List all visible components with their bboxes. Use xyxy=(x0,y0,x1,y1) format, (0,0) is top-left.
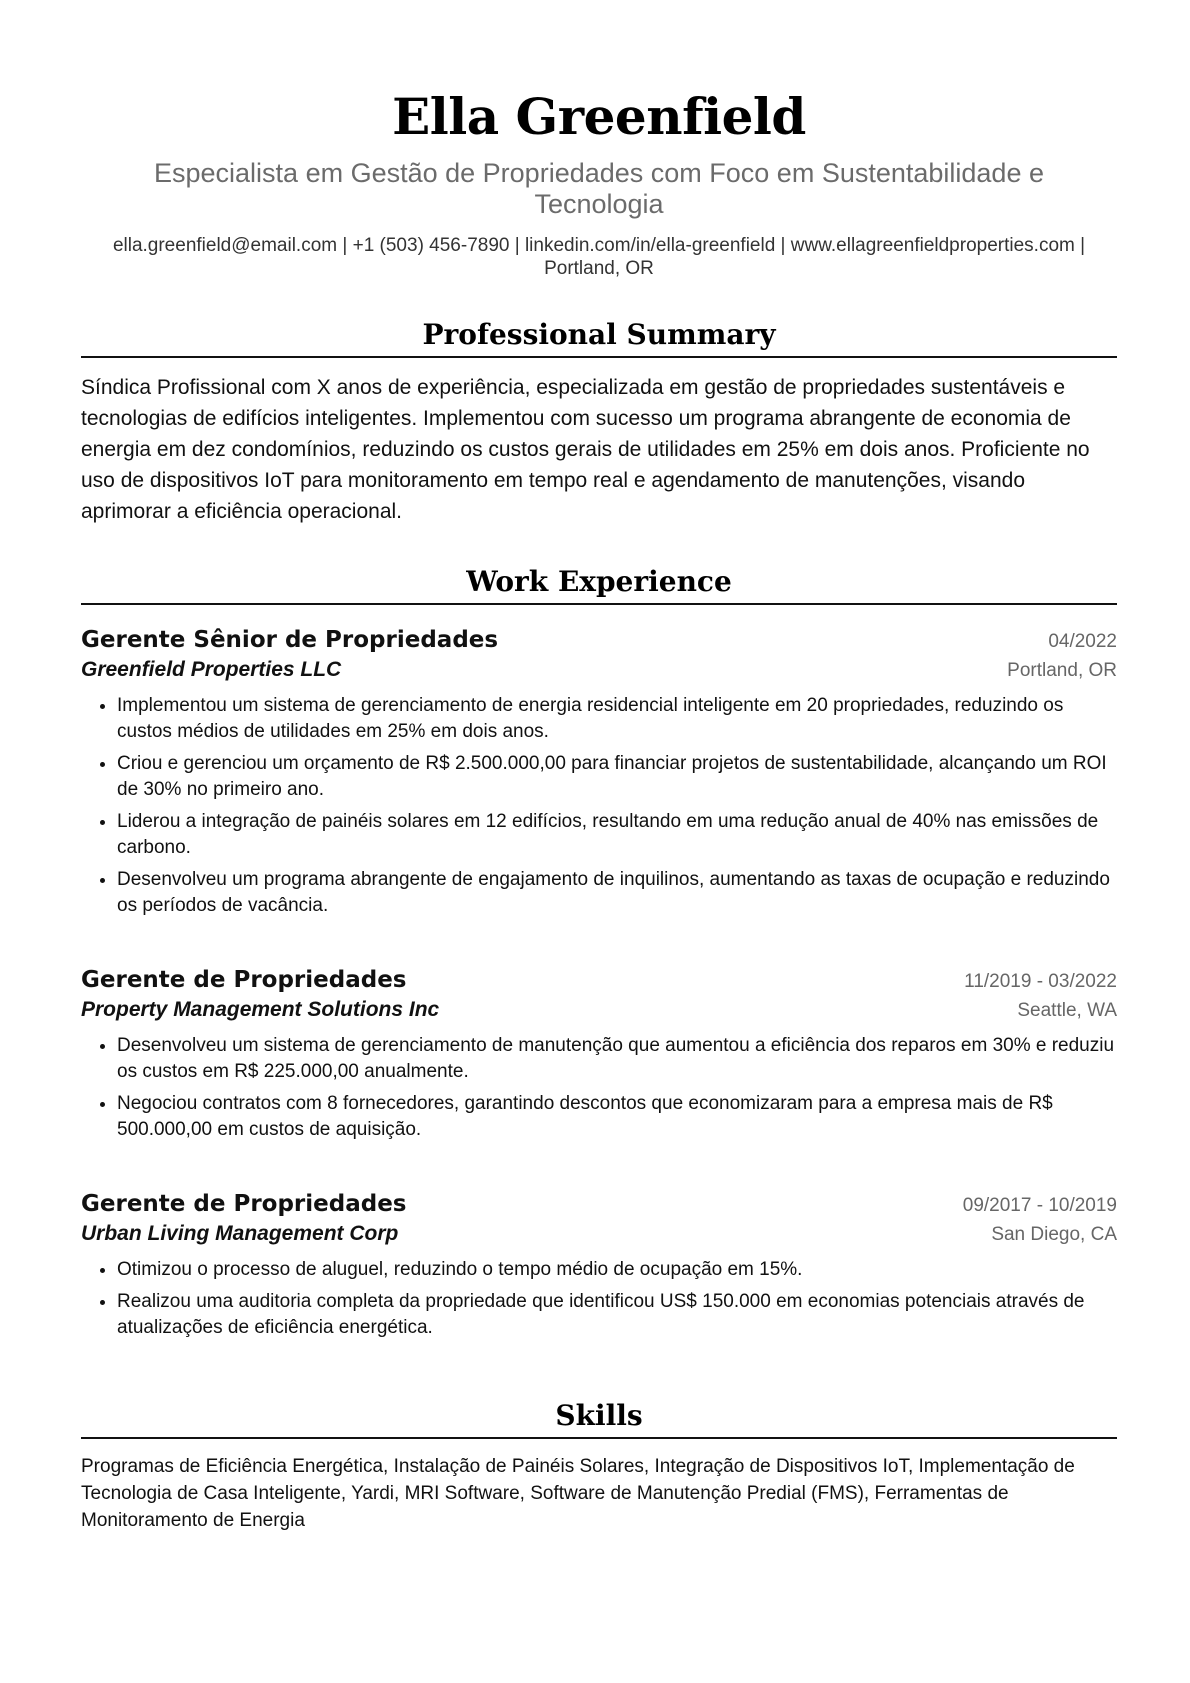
job-location: San Diego, CA xyxy=(991,1224,1117,1245)
job-bullets xyxy=(81,1257,1117,1341)
job-date: 11/2019 - 03/2022 xyxy=(964,971,1117,992)
candidate-name: Ella Greenfield xyxy=(392,87,806,146)
job-bullet: • Implementou um sistema de gerenciamento de energia residencial inteligente em 20 propriedades, reduzindo os custos médios de utilidades em 25% em dois anos. xyxy=(117,693,1117,745)
job-bullet: • Realizou uma auditoria completa da propriedade que identificou US$ 150.000 em economias potenciais através de atualizações de eficiência energética. xyxy=(117,1289,1117,1341)
job-title: Gerente de Propriedades xyxy=(81,1191,407,1217)
resume-page xyxy=(81,0,1117,1534)
job-company: Urban Living Management Corp xyxy=(81,1222,399,1245)
job-header-row xyxy=(81,625,1117,655)
job-company-row xyxy=(81,1219,1117,1249)
work-experience-title: Work Experience xyxy=(466,565,732,598)
job-entry xyxy=(81,965,1117,1143)
skills-divider xyxy=(81,1437,1117,1439)
job-date: 09/2017 - 10/2019 xyxy=(962,1195,1117,1216)
job-bullets xyxy=(81,1033,1117,1143)
job-bullet: • Criou e gerenciou um orçamento de R$ 2.500.000,00 para financiar projetos de sustentabilidade, alcançando um ROI de 30% no primeiro ano. xyxy=(117,751,1117,803)
job-bullets xyxy=(81,693,1117,919)
job-title: Gerente Sênior de Propriedades xyxy=(81,627,499,653)
summary-text: Síndica Profissional com X anos de experiência, especializada em gestão de propriedades sustentáveis e tecnologias de edifícios inteligentes. Implementou com sucesso um programa abrangente de economia de energia em dez condomínios, reduzindo os custos gerais de utilidades em 25% em dois anos. Proficiente no uso de dispositivos IoT para monitoramento em tempo real e agendamento de manutenções, visando aprimorar a eficiência operacional. xyxy=(81,376,1090,523)
job-bullet: • Otimizou o processo de aluguel, reduzindo o tempo médio de ocupação em 15%. xyxy=(117,1257,1117,1283)
job-bullet: • Liderou a integração de painéis solares em 12 edifícios, resultando em uma redução anual de 40% nas emissões de carbono. xyxy=(117,809,1117,861)
job-company-row xyxy=(81,655,1117,685)
skills-section xyxy=(81,1399,1117,1534)
job-header-row xyxy=(81,1189,1117,1219)
job-bullet: • Desenvolveu um sistema de gerenciamento de manutenção que aumentou a eficiência dos reparos em 30% e reduziu os custos em R$ 225.000,00 anualmente. xyxy=(117,1033,1117,1085)
summary-title: Professional Summary xyxy=(422,318,776,351)
candidate-subtitle: Especialista em Gestão de Propriedades com Foco em Sustentabilidade e Tecnologia xyxy=(154,158,1044,219)
resume-header xyxy=(81,0,1117,280)
job-location: Portland, OR xyxy=(1007,660,1117,681)
job-company: Property Management Solutions Inc xyxy=(81,998,440,1021)
summary-section xyxy=(81,318,1117,527)
job-header-row xyxy=(81,965,1117,995)
summary-divider xyxy=(81,356,1117,358)
job-location: Seattle, WA xyxy=(1017,1000,1117,1021)
work-experience-divider xyxy=(81,603,1117,605)
job-entry xyxy=(81,625,1117,919)
skills-text: Programas de Eficiência Energética, Instalação de Painéis Solares, Integração de Dispositivos IoT, Implementação de Tecnologia de Casa Inteligente, Yardi, MRI Software, Software de Manutenção Predial (FMS), Ferramentas de Monitoramento de Energia xyxy=(81,1456,1075,1531)
work-experience-section xyxy=(81,565,1117,1341)
job-company-row xyxy=(81,995,1117,1025)
job-company: Greenfield Properties LLC xyxy=(81,658,342,681)
job-date: 04/2022 xyxy=(1048,631,1117,652)
contact-line: ella.greenfield@email.com | +1 (503) 456-7890 | linkedin.com/in/ella-greenfield | www.ellagreenfieldproperties.com | Portland, OR xyxy=(112,235,1086,279)
skills-title: Skills xyxy=(555,1399,643,1432)
job-bullet: • Negociou contratos com 8 fornecedores, garantindo descontos que economizaram para a empresa mais de R$ 500.000,00 em custos de aquisição. xyxy=(117,1091,1117,1143)
job-title: Gerente de Propriedades xyxy=(81,967,407,993)
job-entry xyxy=(81,1189,1117,1341)
job-bullet: • Desenvolveu um programa abrangente de engajamento de inquilinos, aumentando as taxas de ocupação e reduzindo os períodos de vacância. xyxy=(117,867,1117,919)
